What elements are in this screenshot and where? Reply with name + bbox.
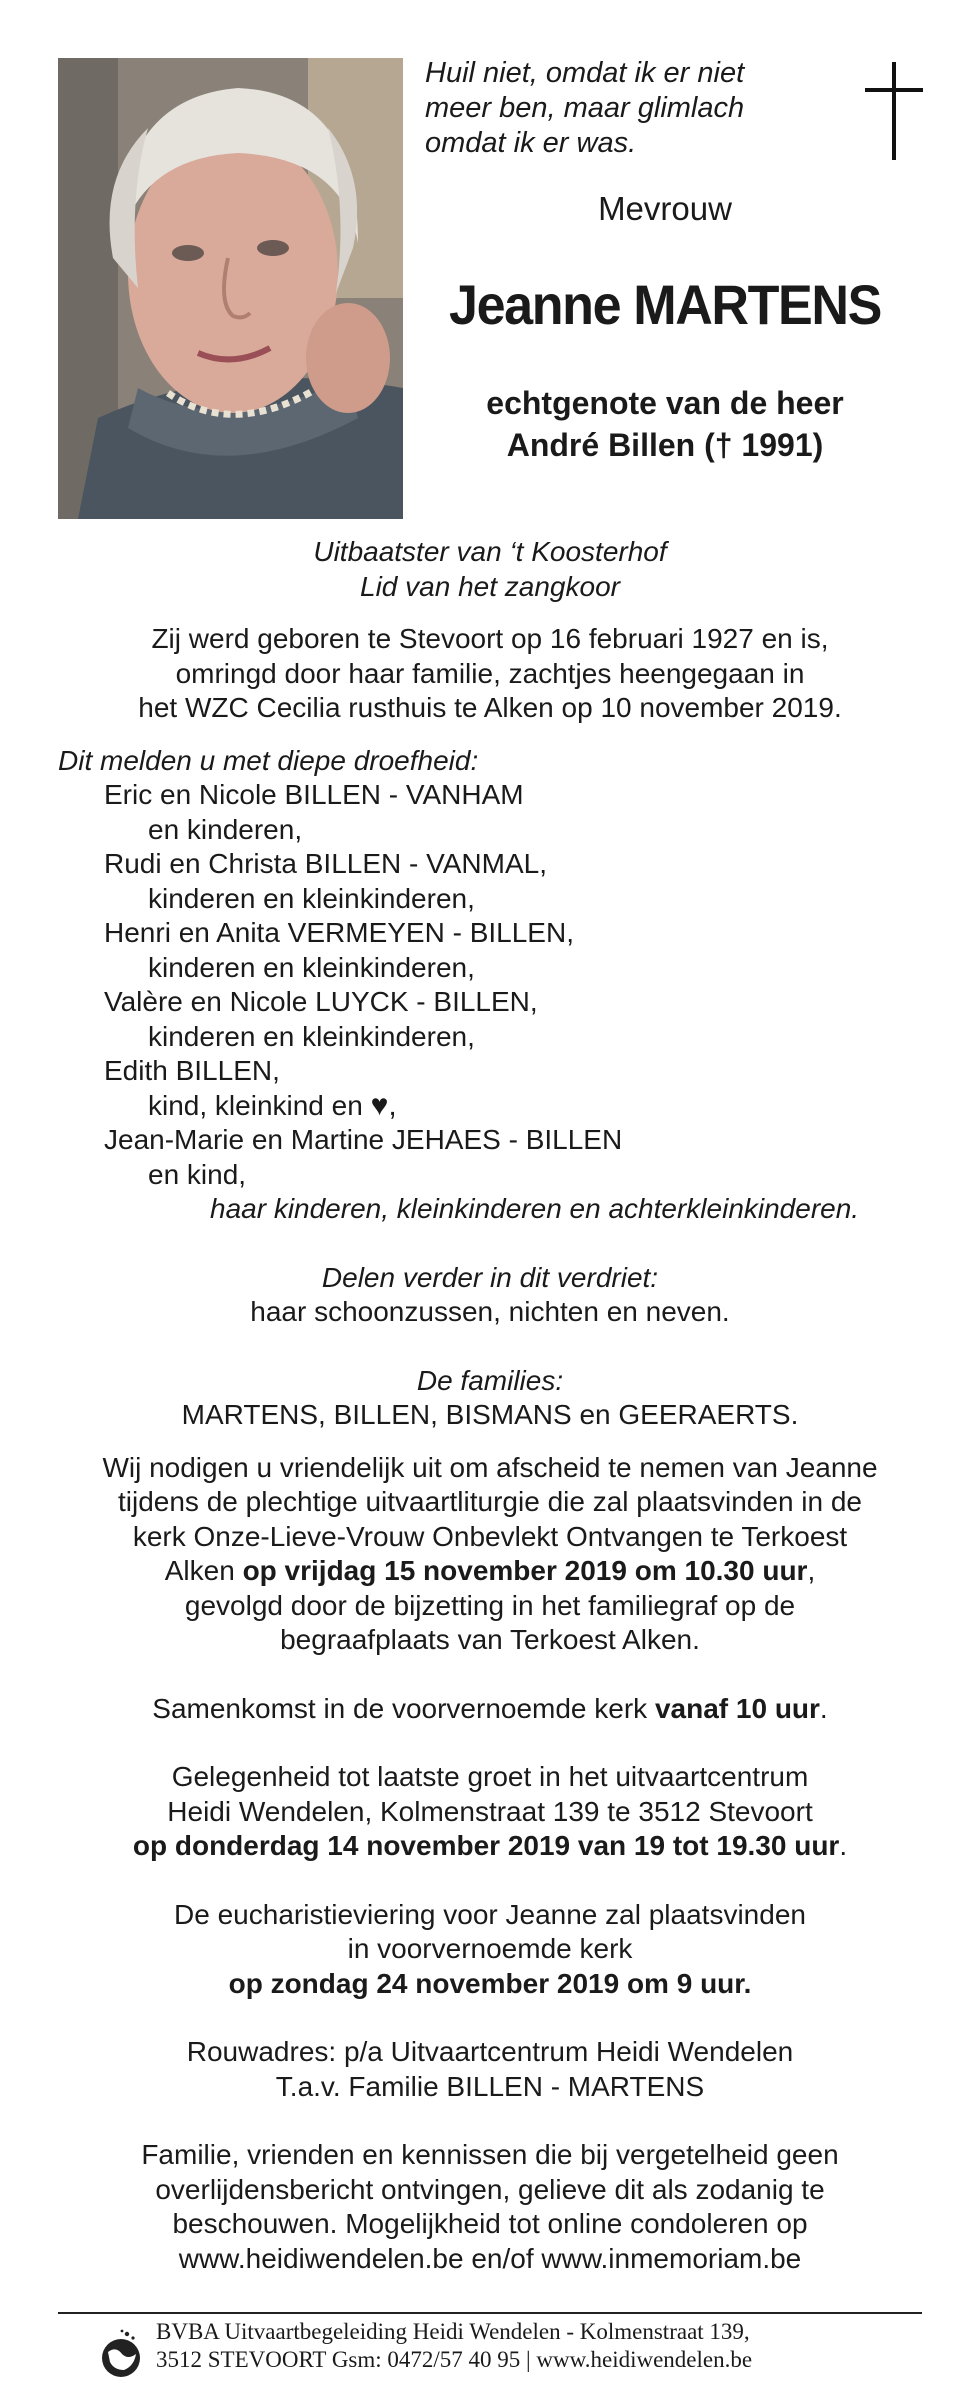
role-line: Uitbaatster van ‘t Koosterhof — [313, 536, 667, 567]
ceremony-datetime: op vrijdag 15 november 2019 om 10.30 uur — [242, 1555, 808, 1586]
notice-line: beschouwen. Mogelijkheid tot online condoleren op — [172, 2208, 808, 2239]
mourners-closing: haar kinderen, kleinkinderen en achterkleinkinderen. — [210, 1193, 860, 1224]
mourner-sub: kind, kleinkind en — [148, 1089, 363, 1121]
address-line: T.a.v. Familie BILLEN - MARTENS — [275, 2070, 705, 2102]
portrait-photo — [58, 58, 403, 519]
footer-company — [156, 2318, 752, 2374]
mourner-name: Jean-Marie en Martine JEHAES - BILLEN — [104, 1124, 623, 1155]
paragraph-line: Zij werd geboren te Stevoort op 16 februari 1927 en is, — [151, 623, 829, 654]
ceremony-line: gevolgd door de bijzetting in het familiegraf op de — [184, 1589, 796, 1621]
birth-death-paragraph — [40, 622, 940, 726]
mourner-name: Henri en Anita VERMEYEN - BILLEN, — [104, 917, 574, 948]
obituary-body — [40, 535, 940, 2276]
ceremony-line — [40, 1554, 940, 1589]
mourners-list — [40, 744, 940, 1227]
visitation-section — [40, 1760, 940, 1864]
visitation-line: Heidi Wendelen, Kolmenstraat 139 te 3512 Stevoort — [167, 1795, 813, 1827]
eucharist-line: in voorvernoemde kerk — [347, 1933, 633, 1964]
families-text: MARTENS, BILLEN, BISMANS en GEERAERTS. — [181, 1399, 799, 1430]
share-section — [40, 1261, 940, 1330]
paragraph-line: het WZC Cecilia rusthuis te Alken op 10 november 2019. — [138, 692, 842, 723]
mourner-sub: en kind, — [148, 1158, 247, 1190]
families-intro: De families: — [416, 1364, 564, 1396]
quote-line: Huil niet, omdat ik er niet — [425, 57, 745, 89]
mourner-sub: kinderen en kleinkinderen, — [148, 1020, 475, 1052]
punctuation: , — [807, 1555, 816, 1586]
epitaph-quote — [425, 56, 825, 161]
ceremony-line: tijdens de plechtige uitvaartliturgie die zal plaatsvinden in de — [117, 1486, 863, 1517]
mourner-sub: kinderen en kleinkinderen, — [148, 882, 475, 914]
ceremony-line: Wij nodigen u vriendelijk uit om afscheid te nemen van Jeanne — [102, 1451, 878, 1483]
visitation-line: Gelegenheid tot laatste groet in het uitvaartcentrum — [171, 1761, 809, 1792]
cross-icon — [865, 62, 923, 160]
notice-section — [40, 2138, 940, 2276]
globe-logo-icon — [98, 2326, 144, 2380]
spouse-line: André Billen († 1991) — [506, 427, 824, 463]
deceased-name: Jeanne MARTENS — [449, 273, 881, 336]
mourner-name: Edith BILLEN, — [104, 1055, 280, 1086]
notice-line: Familie, vrienden en kennissen die bij vergetelheid geen — [141, 2139, 839, 2170]
heart-icon: ♥, — [370, 1088, 397, 1122]
ceremony-line: kerk Onze-Lieve-Vrouw Onbevlekt Ontvangen te Terkoest — [132, 1520, 848, 1552]
gathering-section — [40, 1692, 940, 1727]
footer-contact[interactable]: 3512 STEVOORT Gsm: 0472/57 40 95 | www.heidiwendelen.be — [156, 2347, 753, 2372]
eucharist-datetime: op zondag 24 november 2019 om 9 uur. — [228, 1967, 752, 1999]
gathering-line — [40, 1692, 940, 1727]
share-intro: Delen verder in dit verdriet: — [321, 1261, 659, 1293]
footer-divider — [58, 2312, 922, 2314]
quote-line: omdat ik er was. — [425, 127, 637, 159]
punctuation: . — [819, 1692, 828, 1724]
gathering-text: Samenkomst in de voorvernoemde kerk — [152, 1692, 655, 1724]
mourner-name: Valère en Nicole LUYCK - BILLEN, — [104, 986, 538, 1017]
mourner-sub-with-heart — [40, 1089, 940, 1124]
paragraph-line: omringd door haar familie, zachtjes heengegaan in — [175, 657, 805, 689]
roles — [40, 535, 940, 604]
mourners-intro: Dit melden u met diepe droefheid: — [58, 744, 479, 776]
footer-line: BVBA Uitvaartbegeleiding Heidi Wendelen - Kolmenstraat 139, — [156, 2319, 750, 2344]
notice-line: overlijdensbericht ontvingen, gelieve dit als zodanig te — [155, 2173, 825, 2205]
visitation-line — [40, 1829, 940, 1864]
mourner-name: Rudi en Christa BILLEN - VANMAL, — [104, 848, 547, 879]
mourner-sub: kinderen en kleinkinderen, — [148, 951, 475, 983]
role-line: Lid van het zangkoor — [360, 570, 620, 602]
ceremony-section — [40, 1451, 940, 1658]
quote-line: meer ben, maar glimlach — [425, 92, 745, 124]
visitation-datetime: op donderdag 14 november 2019 van 19 tot 19.30 uur — [132, 1830, 840, 1861]
eucharist-line: De eucharistieviering voor Jeanne zal plaatsvinden — [174, 1898, 806, 1930]
mourner-sub: en kinderen, — [148, 813, 303, 845]
families-section — [40, 1364, 940, 1433]
spouse-info — [430, 382, 900, 466]
address-section — [40, 2035, 940, 2104]
ceremony-line: begraafplaats van Terkoest Alken. — [280, 1624, 700, 1655]
gathering-time: vanaf 10 uur — [654, 1692, 820, 1724]
punctuation: . — [839, 1830, 848, 1861]
spouse-line: echtgenote van de heer — [486, 385, 844, 421]
mourner-name: Eric en Nicole BILLEN - VANHAM — [104, 779, 524, 810]
address-line: Rouwadres: p/a Uitvaartcentrum Heidi Wendelen — [186, 2036, 794, 2067]
honorific: Mevrouw — [598, 190, 732, 227]
share-text: haar schoonzussen, nichten en neven. — [250, 1296, 730, 1327]
ceremony-place: Alken — [164, 1555, 243, 1586]
eucharist-section — [40, 1898, 940, 2002]
notice-links[interactable]: www.heidiwendelen.be en/of www.inmemoriam.be — [178, 2242, 802, 2274]
